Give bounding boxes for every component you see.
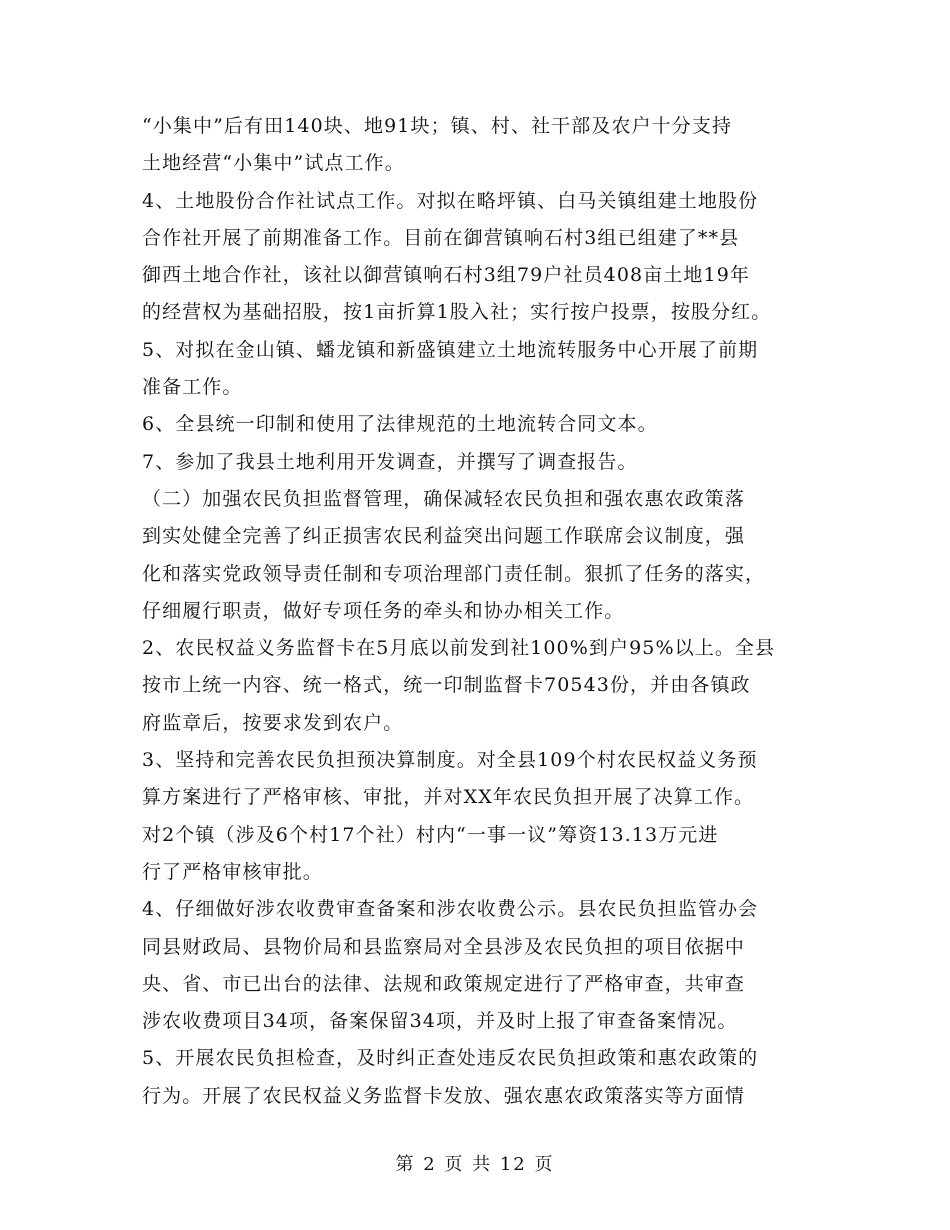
text-line: 府监章后，按要求发到农户。	[142, 711, 404, 734]
text-line: 7、参加了我县土地利用开发调查，并撰写了调查报告。	[142, 450, 638, 473]
text-line: 仔细履行职责，做好专项任务的牵头和协办相关工作。	[142, 599, 625, 622]
text-line: 到实处健全完善了纠正损害农民利益突出问题工作联席会议制度，强	[142, 525, 746, 548]
text-line: 按市上统一内容、统一格式，统一印制监督卡70543份，并由各镇政	[142, 674, 751, 697]
text-line: “小集中”后有田140块、地91块；镇、村、社干部及农户十分支持	[142, 115, 733, 137]
text-line: 御西土地合作社，该社以御营镇响石村3组79户社员408亩土地19年	[142, 264, 751, 287]
text-line: 央、省、市已出台的法律、法规和政策规定进行了严格审查，共审查	[142, 972, 746, 995]
text-line: 土地经营“小集中”试点工作。	[142, 152, 405, 175]
text-line: 3、坚持和完善农民负担预决算制度。对全县109个村农民权益义务预	[142, 749, 758, 772]
text-line: （二）加强农民负担监督管理，确保减轻农民负担和强农惠农政策落	[142, 487, 746, 510]
text-line: 5、对拟在金山镇、蟠龙镇和新盛镇建立土地流转服务中心开展了前期	[142, 338, 759, 361]
text-line: 行了严格审核审批。	[142, 860, 323, 883]
text-line: 对2个镇（涉及6个村17个社）村内“一事一议”筹资13.13万元进	[142, 823, 719, 846]
text-line: 行为。开展了农民权益义务监督卡发放、强农惠农政策落实等方面情	[142, 1084, 746, 1107]
page-footer: 第 2 页 共 12 页	[395, 1154, 555, 1175]
text-line: 准备工作。	[142, 376, 243, 399]
text-line: 化和落实党政领导责任制和专项治理部门责任制。狠抓了任务的落实，	[142, 562, 766, 585]
text-line: 合作社开展了前期准备工作。目前在御营镇响石村3组已组建了**县	[142, 226, 740, 249]
text-line: 4、土地股份合作社试点工作。对拟在略坪镇、白马关镇组建土地股份	[142, 189, 759, 212]
text-line: 4、仔细做好涉农收费审查备案和涉农收费公示。县农民负担监管办会	[142, 898, 759, 921]
text-line: 算方案进行了严格审核、审批，并对XX年农民负担开展了决算工作。	[142, 786, 755, 809]
text-line: 涉农收费项目34项，备案保留34项，并及时上报了审查备案情况。	[142, 1010, 738, 1033]
text-line: 的经营权为基础招股，按1亩折算1股入社；实行按户投票，按股分红。	[142, 301, 772, 324]
text-line: 5、开展农民负担检查，及时纠正查处违反农民负担政策和惠农政策的	[142, 1047, 759, 1070]
text-line: 2、农民权益义务监督卡在5月底以前发到社100%到户95%以上。全县	[142, 637, 776, 660]
text-line: 6、全县统一印制和使用了法律规范的土地流转合同文本。	[142, 413, 658, 436]
text-line: 同县财政局、县物价局和县监察局对全县涉及农民负担的项目依据中	[142, 935, 746, 958]
body-text	[142, 108, 842, 1115]
